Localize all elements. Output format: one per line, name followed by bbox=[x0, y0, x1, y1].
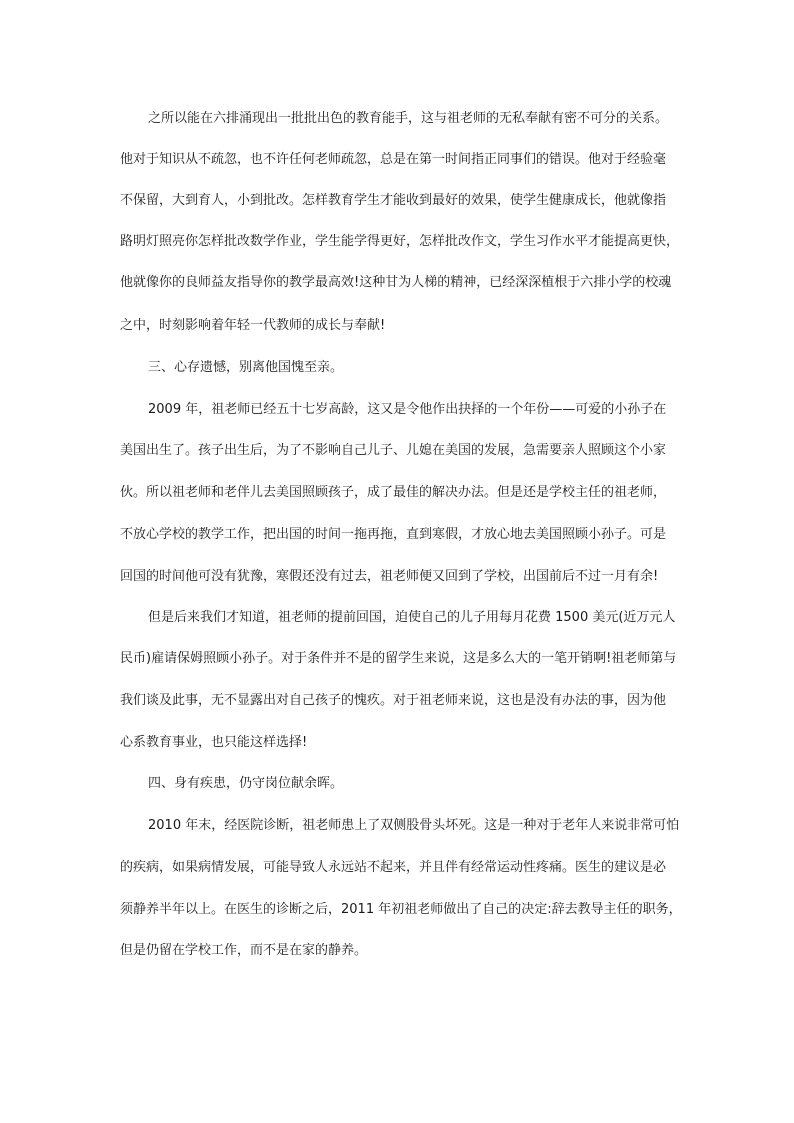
paragraph-line: 路明灯照亮你怎样批改数学作业，学生能学得更好，怎样批改作文，学生习作水平才能提高更快， bbox=[120, 234, 680, 249]
paragraph-line: 2009 年，祖老师已经五十七岁高龄，这又是令他作出抉择的一个年份——可爱的小孙子在 bbox=[148, 402, 667, 417]
paragraph-line: 的疾病，如果病情发展，可能导致人永远站不起来，并且伴有经常运动性疼痛。医生的建议是必 bbox=[120, 860, 667, 875]
paragraph-line: 回国的时间他可没有犹豫，寒假还没有过去，祖老师便又回到了学校，出国前后不过一月有余! bbox=[120, 569, 659, 584]
paragraph-line: 他就像你的良师益友指导你的教学最高效!这种甘为人梯的精神，已经深深植根于六排小学的校魂 bbox=[120, 275, 672, 290]
paragraph-line: 须静养半年以上。在医生的诊断之后，2011 年初祖老师做出了自己的决定:辞去教导主任的职务， bbox=[120, 902, 682, 917]
paragraph-line: 但是后来我们才知道，祖老师的提前回国，迫使自己的儿子用每月花费 1500 美元(近万元人 bbox=[148, 610, 676, 625]
section-heading: 三、心存遗憾，别离他国愧至亲。 bbox=[148, 360, 344, 375]
section-heading: 四、身有疾患，仍守岗位献余晖。 bbox=[148, 776, 344, 791]
paragraph-line: 美国出生了。孩子出生后，为了不影响自己儿子、儿媳在美国的发展，急需要亲人照顾这个小家 bbox=[120, 443, 667, 458]
paragraph-line: 之所以能在六排涌现出一批批出色的教育能手，这与祖老师的无私奉献有密不可分的关系。 bbox=[148, 111, 669, 126]
paragraph-line: 他对于知识从不疏忽，也不许任何老师疏忽，总是在第一时间指正同事们的错误。他对于经验毫 bbox=[120, 152, 667, 167]
paragraph-line: 不保留，大到育人，小到批改。怎样教育学生才能收到最好的效果，使学生健康成长，他就像指 bbox=[120, 193, 667, 208]
paragraph-line: 我们谈及此事，无不显露出对自己孩子的愧疚。对于祖老师来说，这也是没有办法的事，因为他 bbox=[120, 693, 667, 708]
paragraph-line: 心系教育事业，也只能这样选择! bbox=[120, 735, 308, 750]
paragraph-line: 民币)雇请保姆照顾小孙子。对于条件并不是的留学生来说，这是多么大的一笔开销啊!祖老师第与 bbox=[120, 651, 677, 666]
paragraph-line: 之中，时刻影响着年轻一代教师的成长与奉献! bbox=[120, 318, 386, 333]
paragraph-line: 不放心学校的教学工作，把出国的时间一拖再拖，直到寒假，才放心地去美国照顾小孙子。可是 bbox=[120, 527, 667, 542]
paragraph-line: 伙。所以祖老师和老伴儿去美国照顾孩子，成了最佳的解决办法。但是还是学校主任的祖老师， bbox=[120, 485, 667, 500]
paragraph-line: 2010 年末，经医院诊断，祖老师患上了双侧股骨头坏死。这是一种对于老年人来说非常可怕 bbox=[148, 818, 680, 833]
paragraph-line: 但是仍留在学校工作，而不是在家的静养。 bbox=[120, 943, 368, 958]
